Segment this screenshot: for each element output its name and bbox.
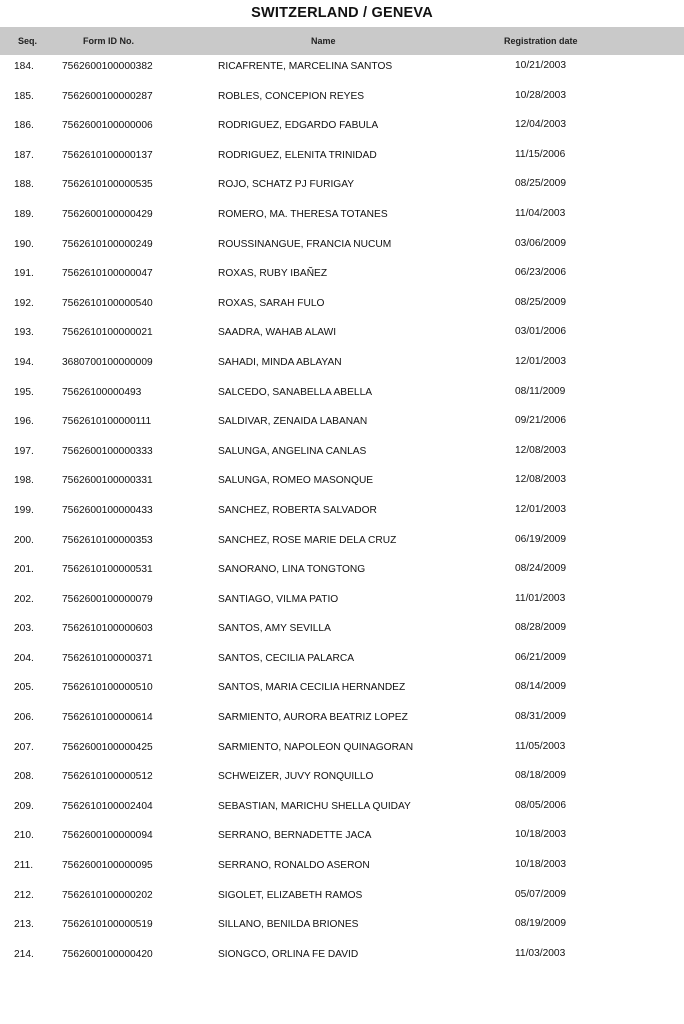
name-cell: RODRIGUEZ, EDGARDO FABULA (218, 120, 379, 132)
name-cell: SANTIAGO, VILMA PATIO (218, 593, 339, 605)
seq-cell: 197. (14, 445, 34, 457)
table-row (0, 440, 684, 470)
registration-date-cell: 12/01/2003 (515, 355, 566, 367)
seq-cell: 206. (14, 712, 34, 724)
seq-cell: 196. (14, 416, 34, 428)
registration-date-cell: 08/28/2009 (515, 622, 566, 634)
seq-cell: 203. (14, 623, 34, 635)
seq-cell: 198. (14, 475, 34, 487)
seq-cell: 209. (14, 800, 34, 812)
column-header-seq: Seq. (18, 36, 38, 46)
registration-date-cell: 12/08/2003 (515, 444, 566, 456)
name-cell: RODRIGUEZ, ELENITA TRINIDAD (218, 149, 377, 161)
name-cell: SALUNGA, ROMEO MASONQUE (218, 475, 374, 487)
seq-cell: 212. (14, 889, 34, 901)
name-cell: SARMIENTO, NAPOLEON QUINAGORAN (218, 741, 414, 753)
name-cell: SEBASTIAN, MARICHU SHELLA QUIDAY (218, 800, 411, 812)
seq-cell: 210. (14, 830, 34, 842)
table-row (0, 114, 684, 144)
seq-cell: 187. (14, 149, 34, 161)
form-id-cell: 7562610100000137 (62, 149, 153, 161)
page-title: SWITZERLAND / GENEVA (251, 5, 433, 21)
registration-date-cell: 08/19/2009 (515, 918, 566, 930)
table-row (0, 262, 684, 292)
form-id-cell: 7562600100000331 (62, 475, 153, 487)
table-body (0, 55, 684, 972)
table-row (0, 469, 684, 499)
registration-date-cell: 08/31/2009 (515, 711, 566, 723)
seq-cell: 192. (14, 297, 34, 309)
form-id-cell: 7562610100000111 (62, 416, 152, 428)
form-id-cell: 7562600100000079 (62, 593, 153, 605)
table-row (0, 173, 684, 203)
column-header-form-id: Form ID No. (83, 36, 134, 46)
registration-date-cell: 10/28/2003 (515, 89, 566, 101)
seq-cell: 188. (14, 179, 34, 191)
registration-date-cell: 03/01/2006 (515, 326, 566, 338)
form-id-cell: 7562610100000531 (62, 564, 153, 576)
registration-date-cell: 08/24/2009 (515, 563, 566, 575)
name-cell: SANCHEZ, ROSE MARIE DELA CRUZ (218, 534, 397, 546)
seq-cell: 207. (14, 741, 34, 753)
registration-date-cell: 12/08/2003 (515, 474, 566, 486)
form-id-cell: 7562610100000202 (62, 889, 153, 901)
seq-cell: 208. (14, 771, 34, 783)
table-row (0, 765, 684, 795)
table-row (0, 884, 684, 914)
table-row (0, 410, 684, 440)
name-cell: SIONGCO, ORLINA FE DAVID (218, 948, 359, 960)
form-id-cell: 7562610100000047 (62, 268, 153, 280)
seq-cell: 214. (14, 948, 34, 960)
form-id-cell: 3680700100000009 (62, 356, 153, 368)
form-id-cell: 7562600100000382 (62, 61, 153, 72)
form-id-cell: 7562610100000353 (62, 534, 153, 546)
seq-cell: 193. (14, 327, 34, 339)
table-row (0, 351, 684, 381)
registration-date-cell: 12/01/2003 (515, 503, 566, 515)
name-cell: SANTOS, CECILIA PALARCA (218, 652, 355, 664)
form-id-cell: 7562610100002404 (62, 800, 153, 812)
form-id-cell: 7562600100000433 (62, 504, 153, 516)
table-row (0, 676, 684, 706)
table-row (0, 144, 684, 174)
form-id-cell: 7562600100000094 (62, 830, 153, 842)
registration-date-cell: 05/07/2009 (515, 888, 566, 900)
seq-cell: 211. (14, 860, 34, 872)
registration-date-cell: 06/21/2009 (515, 651, 566, 663)
table-row (0, 203, 684, 233)
form-id-cell: 7562610100000510 (62, 682, 153, 694)
table-row (0, 529, 684, 559)
name-cell: RICAFRENTE, MARCELINA SANTOS (218, 61, 393, 72)
seq-cell: 186. (14, 120, 34, 132)
seq-cell: 191. (14, 268, 34, 280)
table-row (0, 558, 684, 588)
form-id-cell: 7562610100000021 (62, 327, 153, 339)
name-cell: SARMIENTO, AURORA BEATRIZ LOPEZ (218, 712, 408, 724)
form-id-cell: 7562610100000603 (62, 623, 153, 635)
name-cell: SILLANO, BENILDA BRIONES (218, 919, 359, 931)
form-id-cell: 7562600100000095 (62, 860, 153, 872)
registration-date-cell: 11/05/2003 (515, 740, 566, 752)
registration-date-cell: 08/14/2009 (515, 681, 566, 693)
name-cell: ROXAS, SARAH FULO (218, 297, 325, 309)
form-id-cell: 7562600100000425 (62, 741, 153, 753)
form-id-cell: 7562610100000614 (62, 712, 153, 724)
name-cell: SCHWEIZER, JUVY RONQUILLO (218, 771, 374, 783)
registration-date-cell: 08/11/2009 (515, 385, 566, 397)
seq-cell: 184. (14, 61, 34, 72)
seq-cell: 185. (14, 90, 34, 102)
name-cell: ROJO, SCHATZ PJ FURIGAY (218, 179, 355, 191)
table-row (0, 381, 684, 411)
name-cell: SERRANO, BERNADETTE JACA (218, 830, 372, 842)
registration-date-cell: 08/25/2009 (515, 178, 566, 190)
seq-cell: 190. (14, 238, 34, 250)
form-id-cell: 7562600100000006 (62, 120, 153, 132)
registration-date-cell: 11/15/2006 (515, 148, 566, 160)
name-cell: SANTOS, MARIA CECILIA HERNANDEZ (218, 682, 406, 694)
registration-date-cell: 09/21/2006 (515, 415, 566, 427)
table-row (0, 617, 684, 647)
registration-date-cell: 08/18/2009 (515, 770, 566, 782)
form-id-cell: 7562610100000249 (62, 238, 153, 250)
registration-date-cell: 11/01/2003 (515, 592, 566, 604)
name-cell: SIGOLET, ELIZABETH RAMOS (218, 889, 363, 901)
registration-date-cell: 12/04/2003 (515, 119, 566, 131)
table-row (0, 55, 684, 85)
registration-date-cell: 03/06/2009 (515, 237, 566, 249)
form-id-cell: 7562600100000333 (62, 445, 153, 457)
column-header-name: Name (311, 36, 336, 46)
form-id-cell: 7562600100000287 (62, 90, 153, 102)
seq-cell: 201. (14, 564, 34, 576)
seq-cell: 213. (14, 919, 34, 931)
registration-date-cell: 10/21/2003 (515, 60, 566, 71)
table-row (0, 824, 684, 854)
table-row (0, 321, 684, 351)
registration-date-cell: 08/25/2009 (515, 296, 566, 308)
registration-date-cell: 11/04/2003 (515, 207, 566, 219)
form-id-cell: 7562610100000512 (62, 771, 153, 783)
name-cell: ROUSSINANGUE, FRANCIA NUCUM (218, 238, 392, 250)
seq-cell: 189. (14, 208, 34, 220)
table-row (0, 943, 684, 973)
table-row (0, 854, 684, 884)
seq-cell: 199. (14, 504, 34, 516)
form-id-cell: 7562600100000429 (62, 208, 153, 220)
form-id-cell: 75626100000493 (62, 386, 142, 398)
name-cell: SAHADI, MINDA ABLAYAN (218, 356, 342, 368)
table-row (0, 913, 684, 943)
name-cell: SANORANO, LINA TONGTONG (218, 564, 366, 576)
name-cell: ROXAS, RUBY IBAÑEZ (218, 268, 328, 280)
form-id-cell: 7562610100000540 (62, 297, 153, 309)
name-cell: SANCHEZ, ROBERTA SALVADOR (218, 504, 377, 516)
name-cell: SALCEDO, SANABELLA ABELLA (218, 386, 373, 398)
form-id-cell: 7562610100000535 (62, 179, 153, 191)
seq-cell: 202. (14, 593, 34, 605)
form-id-cell: 7562610100000519 (62, 919, 153, 931)
table-row (0, 706, 684, 736)
table-row (0, 647, 684, 677)
table-row (0, 736, 684, 766)
table-row (0, 499, 684, 529)
registration-date-cell: 06/19/2009 (515, 533, 566, 545)
form-id-cell: 7562610100000371 (62, 652, 153, 664)
table-header (0, 27, 684, 55)
seq-cell: 200. (14, 534, 34, 546)
registration-date-cell: 10/18/2003 (515, 859, 566, 871)
seq-cell: 205. (14, 682, 34, 694)
name-cell: SALUNGA, ANGELINA CANLAS (218, 445, 367, 457)
name-cell: SANTOS, AMY SEVILLA (218, 623, 331, 635)
registration-date-cell: 11/03/2003 (515, 947, 566, 959)
registration-date-cell: 06/23/2006 (515, 267, 566, 279)
table-row (0, 588, 684, 618)
name-cell: ROMERO, MA. THERESA TOTANES (218, 208, 388, 220)
name-cell: SERRANO, RONALDO ASERON (218, 860, 370, 872)
registration-date-cell: 08/05/2006 (515, 799, 566, 811)
name-cell: SAADRA, WAHAB ALAWI (218, 327, 337, 339)
table-row (0, 292, 684, 322)
table-row (0, 85, 684, 115)
registration-date-cell: 10/18/2003 (515, 829, 566, 841)
seq-cell: 204. (14, 652, 34, 664)
table-row (0, 795, 684, 825)
seq-cell: 194. (14, 356, 34, 368)
seq-cell: 195. (14, 386, 34, 398)
table-row (0, 233, 684, 263)
name-cell: ROBLES, CONCEPION REYES (218, 90, 365, 102)
column-header-registration-date: Registration date (504, 36, 578, 46)
name-cell: SALDIVAR, ZENAIDA LABANAN (218, 416, 368, 428)
form-id-cell: 7562600100000420 (62, 948, 153, 960)
